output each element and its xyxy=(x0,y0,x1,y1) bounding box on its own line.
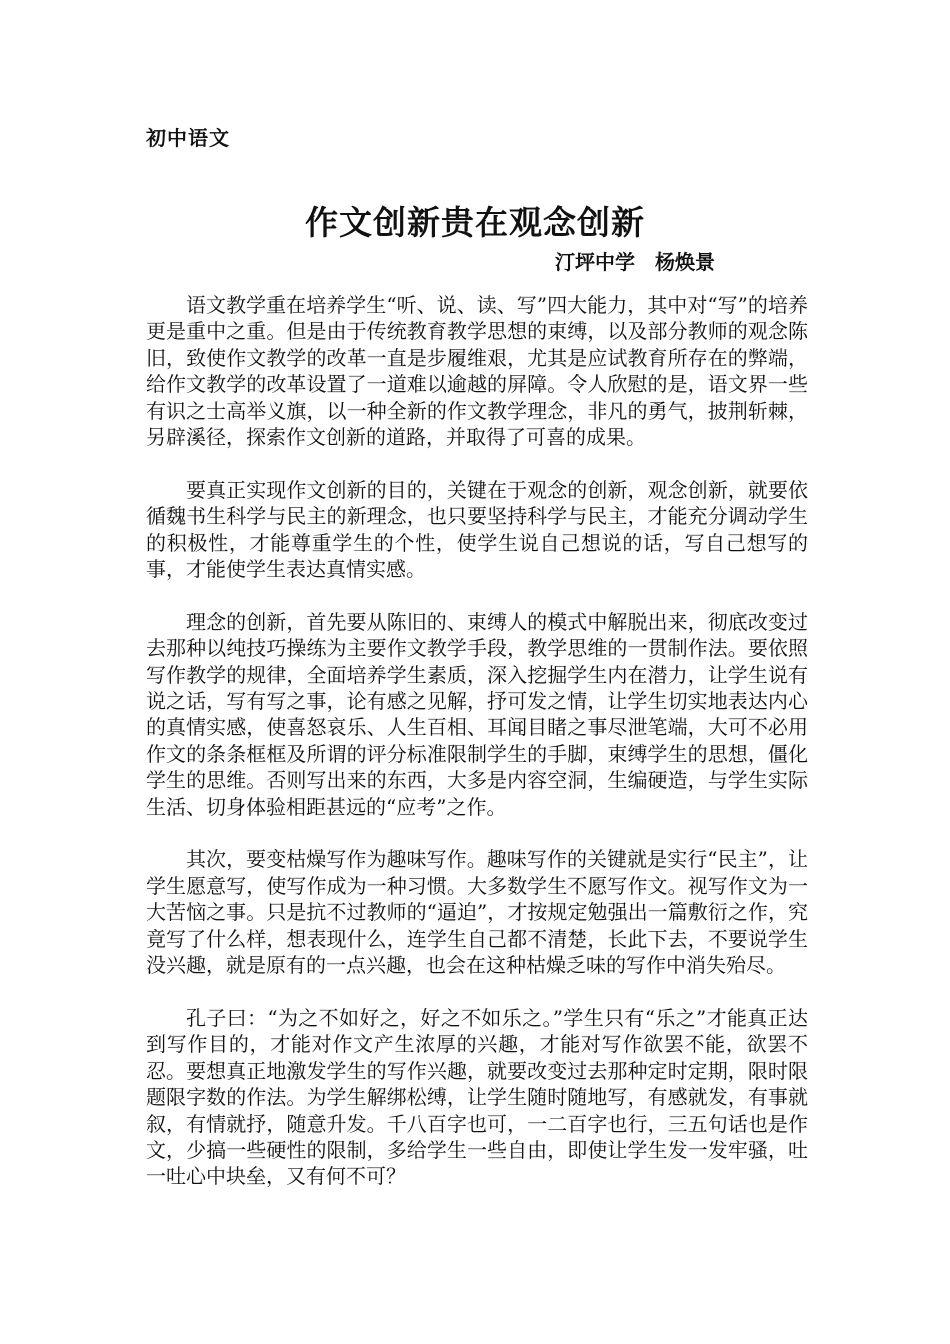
subject-label: 初中语文 xyxy=(146,126,230,150)
body-paragraph: 其次，要变枯燥写作为趣味写作。趣味写作的关键就是实行“民主”，让学生愿意写，使写作成为一种习惯。大多数学生不愿写作文。视写作文为一大苦恼之事。只是抗不过教师的“逼迫”，才按规定勉强出一篇敷衍之作，究竟写了什么样，想表现什么，连学生自己都不清楚，长此下去，不要说学生没兴趣，就是原有的一点兴趣，也会在这种枯燥乏味的写作中消失殆尽。 xyxy=(146,847,808,978)
article-body xyxy=(146,292,808,1216)
body-paragraph: 要真正实现作文创新的目的，关键在于观念的创新，观念创新，就要依循魏书生科学与民主的新理念，也只要坚持科学与民主，才能充分调动学生的积极性，才能尊重学生的个性，使学生说自己想说的话，写自己想写的事，才能使学生表达真情实感。 xyxy=(146,477,808,582)
body-paragraph: 孔子曰：“为之不如好之，好之不如乐之。”学生只有“乐之”才能真正达到写作目的，才能对作文产生浓厚的兴趣，才能对写作欲罢不能，欲罢不忍。要想真正地激发学生的写作兴趣，就要改变过去那种定时定期，限时限题限字数的作法。为学生解绑松缚，让学生随时随地写，有感就发，有事就叙，有情就抒，随意升发。千八百字也可，一二百字也行，三五句话也是作文，少搞一些硬性的限制，多给学生一些自由，即使让学生发一发牢骚，吐一吐心中块垒，又有何不可？ xyxy=(146,1005,808,1189)
author-byline: 汀坪中学 杨焕景 xyxy=(555,250,715,274)
article-title: 作文创新贵在观念创新 xyxy=(305,203,645,242)
body-paragraph: 语文教学重在培养学生“听、说、读、写”四大能力，其中对“写”的培养更是重中之重。但是由于传统教育教学思想的束缚，以及部分教师的观念陈旧，致使作文教学的改革一直是步履维艰，尤其是应试教育所存在的弊端，给作文教学的改革设置了一道难以逾越的屏障。令人欣慰的是，语文界一些有识之士高举义旗，以一种全新的作文教学理念，非凡的勇气，披荆斩棘，另辟溪径，探索作文创新的道路，并取得了可喜的成果。 xyxy=(146,293,808,450)
body-paragraph: 理念的创新，首先要从陈旧的、束缚人的模式中解脱出来，彻底改变过去那种以纯技巧操练为主要作文教学手段，教学思维的一贯制作法。要依照写作教学的规律，全面培养学生素质，深入挖掘学生内在潜力，让学生说有说之话，写有写之事，论有感之见解，抒可发之情，让学生切实地表达内心的真情实感，使喜怒哀乐、人生百相、耳闻目睹之事尽泄笔端，大可不必用作文的条条框框及所谓的评分标准限制学生的手脚，束缚学生的思想，僵化学生的思维。否则写出来的东西，大多是内容空洞，生编硬造，与学生实际生活、切身体验相距甚远的“应考”之作。 xyxy=(146,609,808,819)
